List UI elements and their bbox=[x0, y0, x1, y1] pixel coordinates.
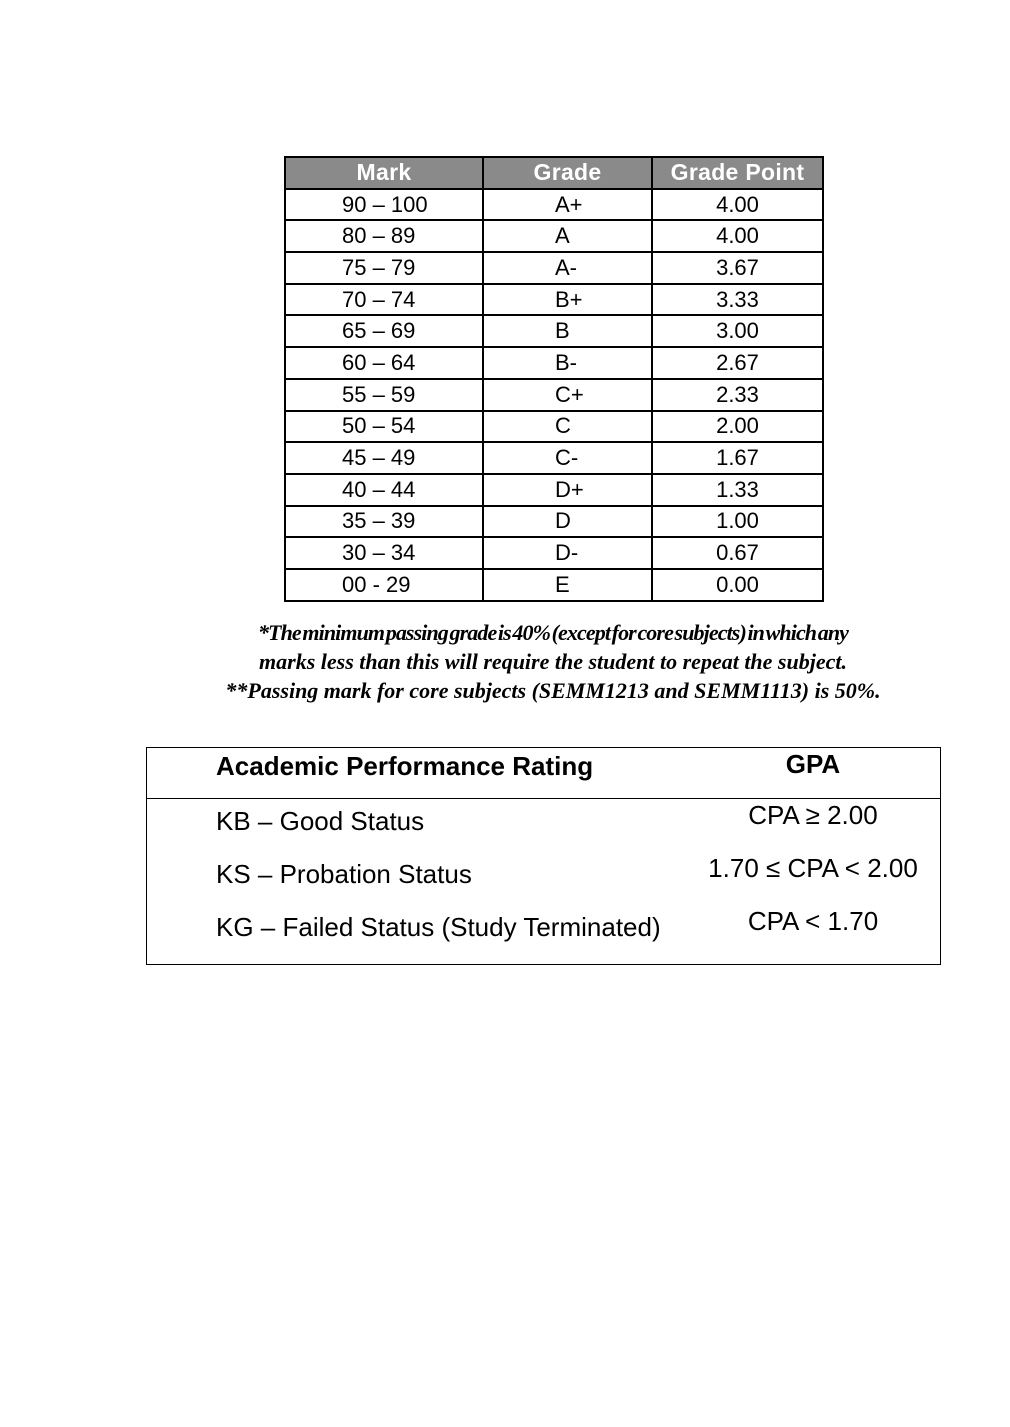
mark-cell: 40 – 44 bbox=[285, 474, 483, 506]
status-label: KS – Probation Status bbox=[216, 859, 472, 889]
mark-cell: 55 – 59 bbox=[285, 379, 483, 411]
grade-cell: C+ bbox=[483, 379, 652, 411]
cpa-range: 1.70 ≤ CPA < 2.00 bbox=[708, 853, 918, 883]
mark-cell: 65 – 69 bbox=[285, 315, 483, 347]
mark-cell: 45 – 49 bbox=[285, 442, 483, 474]
grade-cell: D bbox=[483, 506, 652, 538]
table-row bbox=[285, 474, 823, 506]
header-grade: Grade bbox=[483, 157, 652, 189]
status-label: KB – Good Status bbox=[216, 806, 425, 836]
performance-header-row bbox=[147, 748, 940, 799]
grade-point-cell: 1.67 bbox=[652, 442, 823, 474]
mark-cell: 00 - 29 bbox=[285, 569, 483, 601]
grade-cell: E bbox=[483, 569, 652, 601]
mark-cell: 60 – 64 bbox=[285, 347, 483, 379]
grade-point-cell: 3.67 bbox=[652, 252, 823, 284]
grade-cell: D+ bbox=[483, 474, 652, 506]
grade-point-cell: 3.00 bbox=[652, 315, 823, 347]
mark-cell: 70 – 74 bbox=[285, 284, 483, 316]
table-row bbox=[285, 379, 823, 411]
grade-table bbox=[284, 156, 824, 602]
table-row bbox=[285, 220, 823, 252]
status-label: KG – Failed Status (Study Terminated) bbox=[216, 912, 661, 942]
header-gpa: GPA bbox=[785, 749, 841, 779]
note-repeat-subject: marks less than this will require the student to repeat the subject. bbox=[259, 649, 847, 674]
table-row bbox=[285, 537, 823, 569]
grade-point-cell: 0.00 bbox=[652, 569, 823, 601]
grade-cell: D- bbox=[483, 537, 652, 569]
table-row bbox=[285, 442, 823, 474]
grade-cell: B+ bbox=[483, 284, 652, 316]
header-mark: Mark bbox=[285, 157, 483, 189]
academic-performance-table bbox=[146, 747, 941, 965]
table-row bbox=[285, 347, 823, 379]
table-row bbox=[285, 411, 823, 443]
grade-cell: B bbox=[483, 315, 652, 347]
grade-table-header-row bbox=[285, 157, 823, 189]
grade-point-cell: 2.67 bbox=[652, 347, 823, 379]
grade-point-cell: 2.33 bbox=[652, 379, 823, 411]
grade-point-cell: 4.00 bbox=[652, 220, 823, 252]
mark-cell: 80 – 89 bbox=[285, 220, 483, 252]
table-row bbox=[285, 506, 823, 538]
cpa-range: CPA < 1.70 bbox=[747, 906, 879, 936]
cpa-range: CPA ≥ 2.00 bbox=[748, 800, 878, 830]
table-row bbox=[285, 189, 823, 221]
passing-grade-notes bbox=[110, 618, 996, 705]
grade-point-cell: 2.00 bbox=[652, 411, 823, 443]
grade-point-cell: 3.33 bbox=[652, 284, 823, 316]
table-row bbox=[285, 252, 823, 284]
note-core-subjects: **Passing mark for core subjects (SEMM1213 and SEMM1113) is 50%. bbox=[225, 678, 881, 703]
table-row bbox=[285, 284, 823, 316]
performance-row-failed bbox=[147, 906, 940, 952]
grade-point-cell: 4.00 bbox=[652, 189, 823, 221]
grade-cell: B- bbox=[483, 347, 652, 379]
header-grade-point: Grade Point bbox=[652, 157, 823, 189]
grade-cell: A+ bbox=[483, 189, 652, 221]
mark-cell: 90 – 100 bbox=[285, 189, 483, 221]
table-row bbox=[285, 315, 823, 347]
grade-cell: A bbox=[483, 220, 652, 252]
mark-cell: 50 – 54 bbox=[285, 411, 483, 443]
performance-row-good bbox=[147, 800, 940, 846]
grade-point-cell: 1.33 bbox=[652, 474, 823, 506]
grade-cell: C bbox=[483, 411, 652, 443]
grade-point-cell: 1.00 bbox=[652, 506, 823, 538]
performance-row-probation bbox=[147, 853, 940, 899]
mark-cell: 35 – 39 bbox=[285, 506, 483, 538]
mark-cell: 30 – 34 bbox=[285, 537, 483, 569]
grade-point-cell: 0.67 bbox=[652, 537, 823, 569]
grade-cell: A- bbox=[483, 252, 652, 284]
mark-cell: 75 – 79 bbox=[285, 252, 483, 284]
header-academic-performance-rating: Academic Performance Rating bbox=[216, 751, 594, 781]
note-minimum-passing-grade: *The minimum passing grade is 40% (except for core subjects) in which any bbox=[257, 620, 849, 645]
table-row bbox=[285, 569, 823, 601]
grade-cell: C- bbox=[483, 442, 652, 474]
